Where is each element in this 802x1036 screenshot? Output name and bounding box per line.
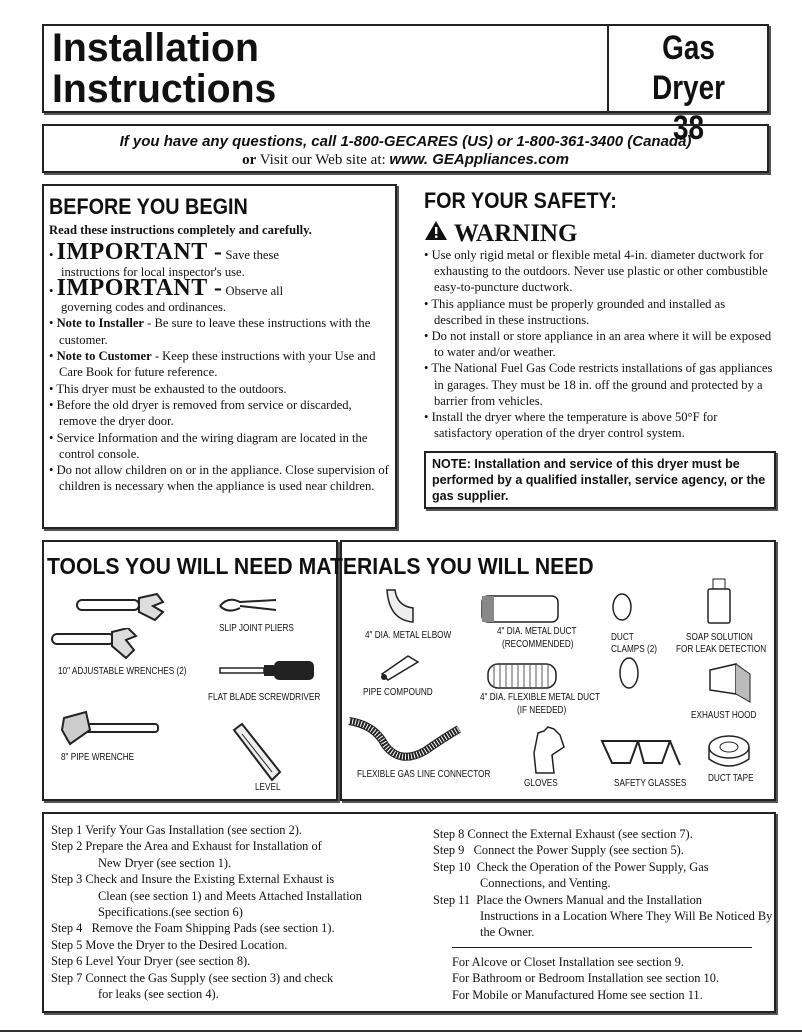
important-label: IMPORTANT -	[56, 239, 223, 266]
important-2: • IMPORTANT - Observe all governing codes and ordinances.	[49, 280, 389, 316]
tool-label: 8" PIPE WRENCHE	[61, 752, 135, 763]
important-cont: instructions for local inspector's use.	[61, 264, 245, 279]
steps-right	[433, 826, 773, 941]
material-label: 4" DIA. FLEXIBLE METAL DUCT	[480, 692, 601, 703]
safety-item: • Do not install or store appliance in an area where it will be exposed to water and/or weather.	[424, 328, 776, 360]
pipe-compound-tube-icon	[378, 652, 422, 682]
step-text: Step 3 Check and Insure the Existing External Exhaust is	[51, 872, 335, 887]
exhaust-hood-icon	[708, 660, 752, 704]
bottom-rule	[0, 1030, 802, 1032]
step-text: Step 2 Prepare the Area and Exhaust for Installation of	[51, 839, 322, 854]
contact-phone: If you have any questions, call 1-800-GECARES (US) or 1-800-361-3400 (Canada)	[119, 133, 692, 150]
important-text: Save these	[225, 248, 279, 263]
website-link[interactable]: www. GEAppliances.com	[389, 151, 569, 168]
flat-blade-screwdriver-icon	[218, 660, 318, 682]
safety-item: • Install the dryer where the temperature is above 50°F for satisfactory operation of the dryer control system.	[424, 409, 776, 441]
before-item	[49, 397, 389, 430]
item-text: Do not allow children on or in the appliance. Close supervision of children is necessary when the appliance is used near children.	[56, 463, 389, 494]
section-subtitle: Read these instructions completely and carefully.	[49, 223, 312, 237]
duct-clamp-icon	[610, 592, 634, 622]
tool-label: SLIP JOINT PLIERS	[219, 623, 294, 634]
metal-elbow-icon	[385, 588, 415, 624]
material-label: SOAP SOLUTION	[686, 632, 753, 643]
contact-box	[42, 124, 769, 173]
step-text: Step 8 Connect the External Exhaust (see section 7).	[433, 827, 693, 841]
item-bold: Note to Installer	[56, 316, 144, 331]
before-item	[49, 315, 389, 348]
material-label: EXHAUST HOOD	[691, 710, 757, 721]
warning-label: WARNING	[453, 220, 578, 247]
material-label: DUCT	[611, 632, 634, 643]
item-text: Before the old dryer is removed from service or discarded, remove the dryer door.	[56, 397, 352, 429]
step-item	[433, 892, 773, 941]
before-item	[49, 430, 389, 463]
before-item	[49, 348, 389, 381]
item-bold: Note to Customer	[56, 349, 152, 364]
duct-clamp-icon	[618, 655, 640, 691]
important-label: IMPORTANT -	[56, 274, 223, 301]
steps-box	[42, 812, 776, 1013]
adjustable-wrench-icon	[50, 628, 140, 660]
level-icon	[232, 722, 282, 784]
important-1: • IMPORTANT - Save these instructions for local inspector's use.	[49, 244, 389, 280]
material-label: DUCT TAPE	[708, 773, 754, 784]
soap-solution-bottle-icon	[706, 577, 732, 625]
step-item	[51, 838, 421, 871]
tools-materials-heading	[47, 553, 594, 579]
material-label: SAFETY GLASSES	[614, 778, 687, 789]
step-item	[51, 970, 421, 1003]
special-note: For Mobile or Manufactured Home see section 11.	[452, 987, 703, 1002]
material-label: PIPE COMPOUND	[363, 687, 433, 698]
step-text: Step 10 Check the Operation of the Power Supply, Gas	[433, 859, 709, 874]
step-text: Step 6 Level Your Dryer (see section 8).	[51, 954, 251, 969]
special-installations	[452, 947, 752, 1003]
material-label: GLOVES	[524, 778, 558, 789]
step-item	[51, 920, 421, 936]
pipe-wrench-icon	[60, 710, 160, 746]
flexible-gas-line-connector-icon	[345, 715, 465, 763]
step-text: Step 7 Connect the Gas Supply (see section 3) and check	[51, 970, 334, 985]
item-text: Service Information and the wiring diagram are located in the control console.	[56, 430, 368, 461]
divider	[607, 26, 609, 111]
warning-triangle-icon	[424, 220, 448, 241]
materials-title: MATERIALS YOU WILL NEED	[298, 553, 594, 579]
step-item	[51, 822, 421, 838]
adjustable-wrench-icon	[75, 592, 165, 622]
page-title	[52, 28, 276, 110]
step-item	[433, 826, 773, 842]
step-cont: Clean (see section 1) and Meets Attached Installation Specifications.(see section 6)	[98, 888, 362, 920]
material-label: 4" DIA. METAL ELBOW	[365, 630, 452, 641]
product-name: Gas Dryer	[652, 29, 725, 107]
steps-left	[51, 822, 421, 1002]
slip-joint-pliers-icon	[218, 596, 278, 616]
safety-item: • Use only rigid metal or flexible metal 4-in. diameter ductwork for exhausting to the outdoors. Never use plastic or other combustible easy-to-puncture ductwork.	[424, 247, 776, 296]
before-item	[49, 381, 389, 397]
product-number: 38	[672, 109, 705, 147]
important-cont: governing codes and ordinances.	[61, 300, 227, 315]
note-text: NOTE: Installation and service of this dryer must be performed by a qualified installer, service agency, or the gas supplier.	[432, 457, 766, 504]
step-text: Step 11 Place the Owners Manual and the Installation	[433, 892, 702, 907]
item-text: This dryer must be exhausted to the outdoors.	[56, 381, 287, 396]
for-your-safety	[424, 188, 776, 509]
special-note: For Bathroom or Bedroom Installation see section 10.	[452, 971, 720, 986]
contact-visit: Visit our Web site at:	[259, 152, 386, 168]
step-item	[51, 871, 421, 920]
material-label: CLAMPS (2)	[611, 644, 658, 655]
special-note: For Alcove or Closet Installation see section 9.	[452, 954, 684, 969]
material-label: FOR LEAK DETECTION	[676, 644, 767, 655]
title-line1: Installation	[52, 26, 259, 70]
note-box	[424, 451, 776, 509]
important-text: Observe all	[225, 283, 284, 298]
safety-item: • The National Fuel Gas Code restricts installations of gas appliances in garages. They must be 18 in. off the ground and protected by a barrier from vehicles.	[424, 360, 776, 409]
step-cont: Instructions in a Location Where They Will Be Noticed By the Owner.	[480, 909, 773, 940]
contact-or: or	[242, 152, 257, 168]
duct-tape-icon	[706, 733, 752, 771]
step-item	[51, 937, 421, 953]
safety-item: • This appliance must be properly grounded and installed as described in these instructions.	[424, 296, 776, 328]
before-item	[49, 462, 389, 495]
safety-glasses-icon	[600, 735, 682, 771]
tool-label: 10" ADJUSTABLE WRENCHES (2)	[58, 666, 187, 677]
safety-list	[424, 247, 776, 441]
step-text: Step 5 Move the Dryer to the Desired Location.	[51, 937, 288, 952]
step-item	[51, 953, 421, 969]
step-cont: Connections, and Venting.	[480, 876, 611, 891]
section-title: BEFORE YOU BEGIN	[49, 194, 248, 219]
item-text: - Be sure to leave these instructions with the customer.	[59, 316, 371, 347]
tool-label: LEVEL	[255, 782, 281, 793]
item-text: - Keep these instructions with your Use and Care Book for future reference.	[59, 349, 376, 380]
material-label: (IF NEEDED)	[517, 705, 567, 716]
before-you-begin	[42, 184, 397, 529]
step-text: Step 9 Connect the Power Supply (see section 5).	[433, 843, 684, 858]
section-title: FOR YOUR SAFETY:	[424, 188, 617, 213]
step-item	[433, 842, 773, 858]
warning-heading	[424, 220, 776, 247]
material-label: (RECOMMENDED)	[502, 639, 574, 650]
before-list	[49, 315, 389, 494]
tools-title: TOOLS YOU WILL NEED	[47, 553, 293, 579]
step-cont: for leaks (see section 4).	[98, 987, 219, 1002]
step-item	[433, 859, 773, 892]
gloves-icon	[530, 725, 566, 775]
step-text: Step 4 Remove the Foam Shipping Pads (see section 1).	[51, 921, 335, 936]
title-line2: Instructions	[52, 67, 277, 111]
step-text: Step 1 Verify Your Gas Installation (see section 2).	[51, 823, 302, 837]
steps-right-column	[433, 826, 773, 1003]
material-label: FLEXIBLE GAS LINE CONNECTOR	[357, 769, 491, 780]
step-cont: New Dryer (see section 1).	[98, 855, 232, 870]
tool-label: FLAT BLADE SCREWDRIVER	[208, 692, 321, 703]
flexible-metal-duct-icon	[486, 662, 558, 690]
material-label: 4" DIA. METAL DUCT	[497, 626, 577, 637]
metal-duct-icon	[480, 594, 560, 624]
